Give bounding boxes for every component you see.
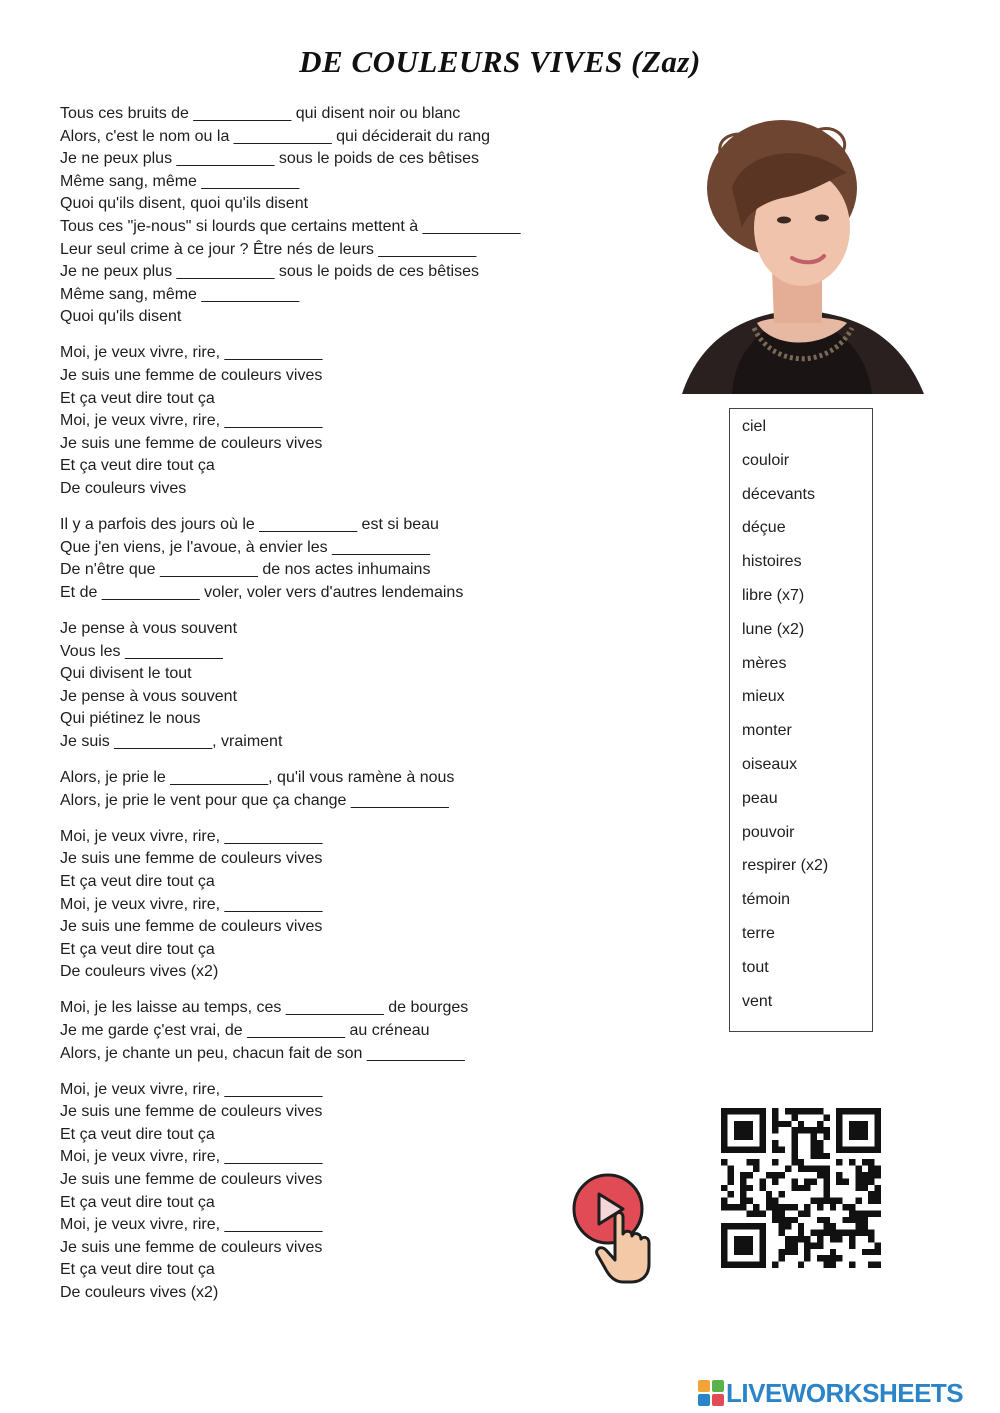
lyric-text: de bourges [383,999,469,1017]
blank-field[interactable]: ___________ [160,561,258,579]
blank-field[interactable]: ___________ [176,263,275,281]
lyrics-line [60,961,620,984]
lyrics-text [60,103,620,1318]
blank-field[interactable]: ___________ [247,1021,346,1039]
lyrics-stanza [60,514,620,604]
lyric-text: au créneau [345,1021,430,1039]
lyrics-line [60,1192,620,1215]
lyric-text: De couleurs vives (x2) [60,963,219,981]
lyrics-stanza [60,767,620,812]
lyric-text: Je ne peux plus [60,263,177,281]
blank-field[interactable]: ___________ [350,791,449,809]
lyric-text: Tous ces "je-nous" si lourds que certains mettent à [60,217,423,235]
lyrics-line [60,284,620,307]
lyric-text: Moi, je veux vivre, rire, [60,1080,225,1098]
lyric-text: Vous les [60,642,125,660]
lyric-text: Même sang, même [60,172,202,190]
lyrics-line [60,582,620,605]
lyrics-line [60,1020,620,1043]
blank-field[interactable]: ___________ [285,999,384,1017]
lyrics-line [60,306,620,329]
lyric-text: Et ça veut dire tout ça [60,1193,215,1211]
word-bank-item: décevants [742,485,815,503]
lyric-text: Moi, je veux vivre, rire, [60,412,225,430]
lyric-text: Moi, je veux vivre, rire, [60,895,225,913]
word-bank-item: monter [742,722,792,740]
blank-field[interactable]: ___________ [193,105,292,122]
lyric-text: De couleurs vives (x2) [60,1284,219,1301]
lyric-text: Même sang, même [60,285,202,303]
lyric-text: qui déciderait du rang [331,127,491,145]
singer-photo [662,118,932,394]
lyrics-line [60,103,620,126]
word-bank-item: tout [742,958,769,976]
lyrics-stanza [60,103,620,329]
lyrics-line [60,216,620,239]
lyrics-line [60,1124,620,1147]
lyrics-line [60,410,620,433]
blank-field[interactable]: ___________ [101,583,200,601]
play-button-icon[interactable] [571,1172,653,1284]
blank-field[interactable]: ___________ [124,642,223,660]
blank-field[interactable]: ___________ [224,827,323,845]
lyrics-line [60,826,620,849]
blank-field[interactable]: ___________ [378,240,477,258]
lyrics-line [60,708,620,731]
lyrics-line [60,790,620,813]
lyrics-line [60,1282,620,1305]
lyrics-stanza [60,342,620,500]
lyric-text: Et ça veut dire tout ça [60,389,215,407]
blank-field[interactable]: ___________ [366,1044,465,1062]
lyric-text: Moi, je veux vivre, rire, [60,344,225,362]
word-bank-item: terre [742,924,775,942]
lyric-text: Je suis une femme de couleurs vives [60,367,323,385]
blank-field[interactable]: ___________ [201,285,300,303]
lyrics-line [60,1237,620,1260]
blank-field[interactable]: ___________ [224,412,323,430]
lyrics-line [60,478,620,501]
lyrics-line [60,1101,620,1124]
lyrics-line [60,871,620,894]
word-bank-item: histoires [742,553,802,571]
lyrics-line [60,767,620,790]
lyrics-line [60,1146,620,1169]
lyrics-line [60,239,620,262]
lyrics-line [60,641,620,664]
lyric-text: Je ne peux plus [60,150,177,168]
lyric-text: Je suis une femme de couleurs vives [60,1238,323,1256]
blank-field[interactable]: ___________ [332,538,430,556]
lyric-text: Tous ces bruits de [60,105,194,122]
lyrics-line [60,939,620,962]
lyrics-line [60,618,620,641]
lyric-text: Je pense à vous souvent [60,619,238,637]
lyrics-line [60,1259,620,1282]
blank-field[interactable]: ___________ [422,217,521,235]
lyric-text: Moi, je les laisse au temps, ces [60,999,286,1017]
lyric-text: qui disent noir ou blanc [291,105,461,122]
lyric-text: Je me garde ç'est vrai, de [60,1021,248,1039]
lyric-text: Quoi qu'ils disent, quoi qu'ils disent [60,195,309,213]
lyric-text: voler, voler vers d'autres lendemains [199,583,464,601]
lyrics-line [60,365,620,388]
lyric-text: Alors, je prie le [60,769,171,787]
lyrics-line [60,894,620,917]
lyric-text: Moi, je veux vivre, rire, [60,1216,225,1234]
lyric-text: Il y a parfois des jours où le [60,516,260,534]
lyrics-stanza [60,618,620,754]
lyric-text: De couleurs vives [60,480,187,497]
lyrics-stanza [60,1079,620,1305]
lyric-text: Et ça veut dire tout ça [60,872,215,890]
lyric-text: , vraiment [212,732,283,750]
lyrics-line [60,193,620,216]
lyric-text: Moi, je veux vivre, rire, [60,1148,225,1166]
blank-field[interactable]: ___________ [224,895,323,913]
lyric-text: De n'être que [60,561,161,579]
blank-field[interactable]: ___________ [170,769,269,787]
lyric-text: est si beau [357,516,439,534]
lyrics-line [60,537,620,560]
blank-field[interactable]: ___________ [176,150,275,168]
lyrics-line [60,559,620,582]
lyrics-line [60,848,620,871]
blank-field[interactable]: ___________ [259,516,358,534]
blank-field[interactable]: ___________ [224,344,323,362]
word-bank-item: libre (x7) [742,586,805,604]
lyrics-line [60,433,620,456]
lyric-text: Quoi qu'ils disent [60,308,182,326]
lyrics-line [60,686,620,709]
lyric-text: Alors, je chante un peu, chacun fait de son [60,1044,367,1062]
lyric-text: Qui divisent le tout [60,665,192,683]
lyrics-stanza [60,997,620,1065]
word-bank-item: ciel [742,418,767,435]
word-bank-item: témoin [742,891,791,909]
lyrics-line [60,1169,620,1192]
lyric-text: Je suis une femme de couleurs vives [60,918,323,936]
lyric-text: Et ça veut dire tout ça [60,1125,215,1143]
liveworksheets-brand [698,1378,963,1408]
lyric-text: Alors, je prie le vent pour que ça change [60,791,351,809]
word-bank-item: peau [742,789,778,807]
lyric-text: Et ça veut dire tout ça [60,1261,215,1279]
lyric-text: Et ça veut dire tout ça [60,457,215,475]
liveworksheets-logo-icon [698,1380,724,1406]
lyrics-line [60,388,620,411]
lyric-text: Que j'en viens, je l'avoue, à envier les [60,538,333,556]
lyrics-line [60,997,620,1020]
lyrics-line [60,663,620,686]
lyric-text: Moi, je veux vivre, rire, [60,827,225,845]
lyric-text: de nos actes inhumains [257,561,431,579]
lyric-text: Je suis une femme de couleurs vives [60,850,323,868]
lyric-text: Alors, c'est le nom ou la [60,127,234,145]
word-bank-item: respirer (x2) [742,857,829,875]
word-bank-item: oiseaux [742,755,798,773]
lyric-text: sous le poids de ces bêtises [274,263,479,281]
blank-field[interactable]: ___________ [114,732,213,750]
word-bank-item: pouvoir [742,823,795,841]
lyrics-line [60,171,620,194]
lyrics-line [60,1214,620,1237]
lyric-text: sous le poids de ces bêtises [274,150,479,168]
lyrics-stanza [60,826,620,984]
lyrics-line [60,261,620,284]
word-bank [729,408,873,1032]
lyrics-line [60,916,620,939]
word-bank-item: mères [742,654,787,672]
lyrics-line [60,148,620,171]
lyric-text: Je suis une femme de couleurs vives [60,1103,323,1121]
lyric-text: Et de [60,583,102,601]
lyrics-line [60,455,620,478]
qr-code-icon[interactable] [721,1108,881,1268]
lyric-text: Et ça veut dire tout ça [60,940,215,958]
lyric-text: Qui piétinez le nous [60,710,201,728]
word-bank-item: couloir [742,451,790,469]
lyrics-line [60,514,620,537]
brand-name: LIVEWORKSHEETS [726,1377,964,1408]
lyrics-line [60,342,620,365]
lyric-text: Je suis une femme de couleurs vives [60,434,323,452]
word-bank-item: lune (x2) [742,620,805,638]
lyric-text: , qu'il vous ramène à nous [268,769,455,787]
blank-field[interactable]: ___________ [224,1216,323,1234]
blank-field[interactable]: ___________ [201,172,300,190]
lyrics-line [60,126,620,149]
lyrics-line [60,731,620,754]
word-bank-item: mieux [742,688,785,706]
lyric-text: Je pense à vous souvent [60,687,238,705]
word-bank-item: vent [742,992,773,1010]
blank-field[interactable]: ___________ [224,1148,323,1166]
lyric-text: Je suis une femme de couleurs vives [60,1171,323,1189]
word-bank-item: déçue [742,519,786,537]
blank-field[interactable]: ___________ [224,1080,323,1098]
lyrics-line [60,1043,620,1066]
blank-field[interactable]: ___________ [233,127,332,145]
lyric-text: Je suis [60,732,115,750]
lyric-text: Leur seul crime à ce jour ? Être nés de leurs [60,240,379,258]
page-title: DE COULEURS VIVES (Zaz) [299,44,701,79]
lyrics-line [60,1079,620,1102]
